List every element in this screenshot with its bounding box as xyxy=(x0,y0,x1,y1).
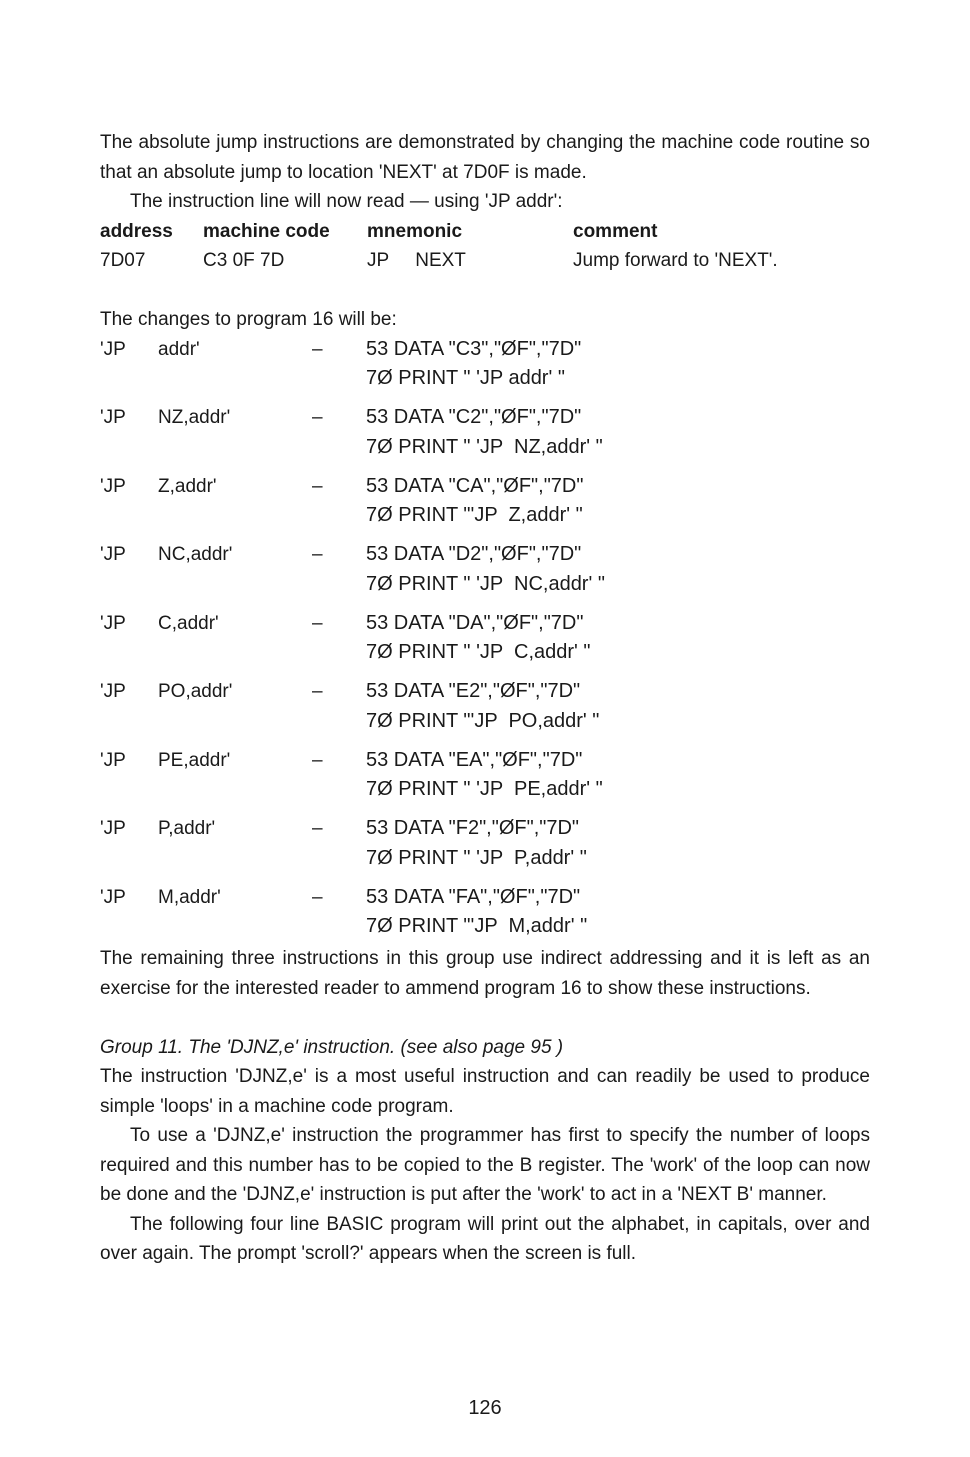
op-label: 'JP xyxy=(100,818,126,839)
list-item xyxy=(100,883,870,952)
data-line: 53 DATA "DA","ØF","7D" xyxy=(366,611,584,634)
print-line: 7Ø PRINT " 'JP NZ,addr' " xyxy=(366,435,603,458)
op-label: 'JP xyxy=(100,544,126,565)
dash: – xyxy=(312,612,323,634)
operand-label: addr' xyxy=(158,338,200,360)
changes-intro: The changes to program 16 will be: xyxy=(100,309,397,330)
dash: – xyxy=(312,475,323,497)
operand-label: P,addr' xyxy=(158,818,216,839)
dash: – xyxy=(312,544,323,565)
operand-label: M,addr' xyxy=(158,886,221,908)
list-item xyxy=(100,814,870,883)
dash: – xyxy=(312,338,323,360)
list-item xyxy=(100,472,870,541)
print-line: 7Ø PRINT "'JP Z,addr' " xyxy=(366,504,583,526)
data-line: 53 DATA "EA","ØF","7D" xyxy=(366,748,583,771)
op-label: 'JP xyxy=(100,475,126,497)
op-label: 'JP xyxy=(100,886,126,908)
instruction-line-intro: The instruction line will now read — using 'JP addr': xyxy=(130,191,563,212)
dash: – xyxy=(312,886,323,908)
djnz-paragraph-2: To use a 'DJNZ,e' instruction the programmer has first to specify the number of loops required and this number has to be copied to the B register. The 'work' of the loop can now be done and the 'DJNZ,e' instruction is put after the 'work' to act in a 'NEXT B' manner. xyxy=(100,1125,870,1205)
print-line: 7Ø PRINT " 'JP PE,addr' " xyxy=(366,778,603,800)
op-label: 'JP xyxy=(100,407,126,428)
print-line: 7Ø PRINT " 'JP P,addr' " xyxy=(366,846,587,869)
list-item xyxy=(100,609,870,678)
header-mnemonic: mnemonic xyxy=(367,220,463,242)
cell-comment: Jump forward to 'NEXT'. xyxy=(573,250,778,271)
page-number: 126 xyxy=(468,1397,502,1419)
operand-label: Z,addr' xyxy=(158,475,217,497)
table-header xyxy=(100,217,870,247)
data-line: 53 DATA "C2","ØF","7D" xyxy=(366,406,582,428)
print-line: 7Ø PRINT "'JP M,addr' " xyxy=(366,915,588,937)
dash: – xyxy=(312,407,323,428)
cell-mnemonic: JP NEXT xyxy=(367,250,466,271)
op-label: 'JP xyxy=(100,681,126,702)
operand-label: PE,addr' xyxy=(158,749,231,771)
data-line: 53 DATA "F2","ØF","7D" xyxy=(366,817,580,839)
data-line: 53 DATA "C3","ØF","7D" xyxy=(366,337,582,360)
print-line: 7Ø PRINT "'JP PO,addr' " xyxy=(366,709,600,732)
cell-address: 7D07 xyxy=(100,250,146,271)
djnz-paragraph-3: The following four line BASIC program will print out the alphabet, in capitals, over and over again. The prompt 'scroll?' appears when the screen is full. xyxy=(100,1213,870,1264)
list-item xyxy=(100,746,870,815)
changes-list xyxy=(100,335,870,952)
op-label: 'JP xyxy=(100,749,126,771)
operand-label: NC,addr' xyxy=(158,544,233,565)
dash: – xyxy=(312,818,323,839)
remaining-paragraph: The remaining three instructions in this group use indirect addressing and it is left as an exercise for the interested reader to ammend program 16 to show these instructions. xyxy=(100,948,870,999)
header-address: address xyxy=(100,220,173,242)
data-line: 53 DATA "D2","ØF","7D" xyxy=(366,543,582,565)
operand-label: NZ,addr' xyxy=(158,407,231,428)
djnz-paragraph-1: The instruction 'DJNZ,e' is a most useful instruction and can readily be used to produce simple 'loops' in a machine code program. xyxy=(100,1066,870,1117)
print-line: 7Ø PRINT " 'JP NC,addr' " xyxy=(366,572,605,595)
data-line: 53 DATA "CA","ØF","7D" xyxy=(366,474,584,497)
op-label: 'JP xyxy=(100,338,126,360)
operand-label: C,addr' xyxy=(158,612,219,634)
print-line: 7Ø PRINT " 'JP addr' " xyxy=(366,367,565,389)
dash: – xyxy=(312,749,323,771)
section-heading: Group 11. The 'DJNZ,e' instruction. (see also page 95 ) xyxy=(100,1036,564,1058)
list-item xyxy=(100,335,870,404)
data-line: 53 DATA "E2","ØF","7D" xyxy=(366,680,581,702)
header-comment: comment xyxy=(573,220,658,242)
data-line: 53 DATA "FA","ØF","7D" xyxy=(366,885,581,908)
intro-paragraph: The absolute jump instructions are demonstrated by changing the machine code routine so that an absolute jump to location 'NEXT' at 7D0F is made. xyxy=(100,132,870,183)
table-row xyxy=(100,246,870,276)
header-machine-code: machine code xyxy=(203,220,330,242)
page-content xyxy=(100,128,870,1269)
operand-label: PO,addr' xyxy=(158,681,233,702)
list-item xyxy=(100,403,870,472)
list-item xyxy=(100,677,870,746)
print-line: 7Ø PRINT " 'JP C,addr' " xyxy=(366,641,591,663)
list-item xyxy=(100,540,870,609)
cell-machine-code: C3 0F 7D xyxy=(203,250,285,271)
op-label: 'JP xyxy=(100,612,126,634)
dash: – xyxy=(312,681,323,702)
